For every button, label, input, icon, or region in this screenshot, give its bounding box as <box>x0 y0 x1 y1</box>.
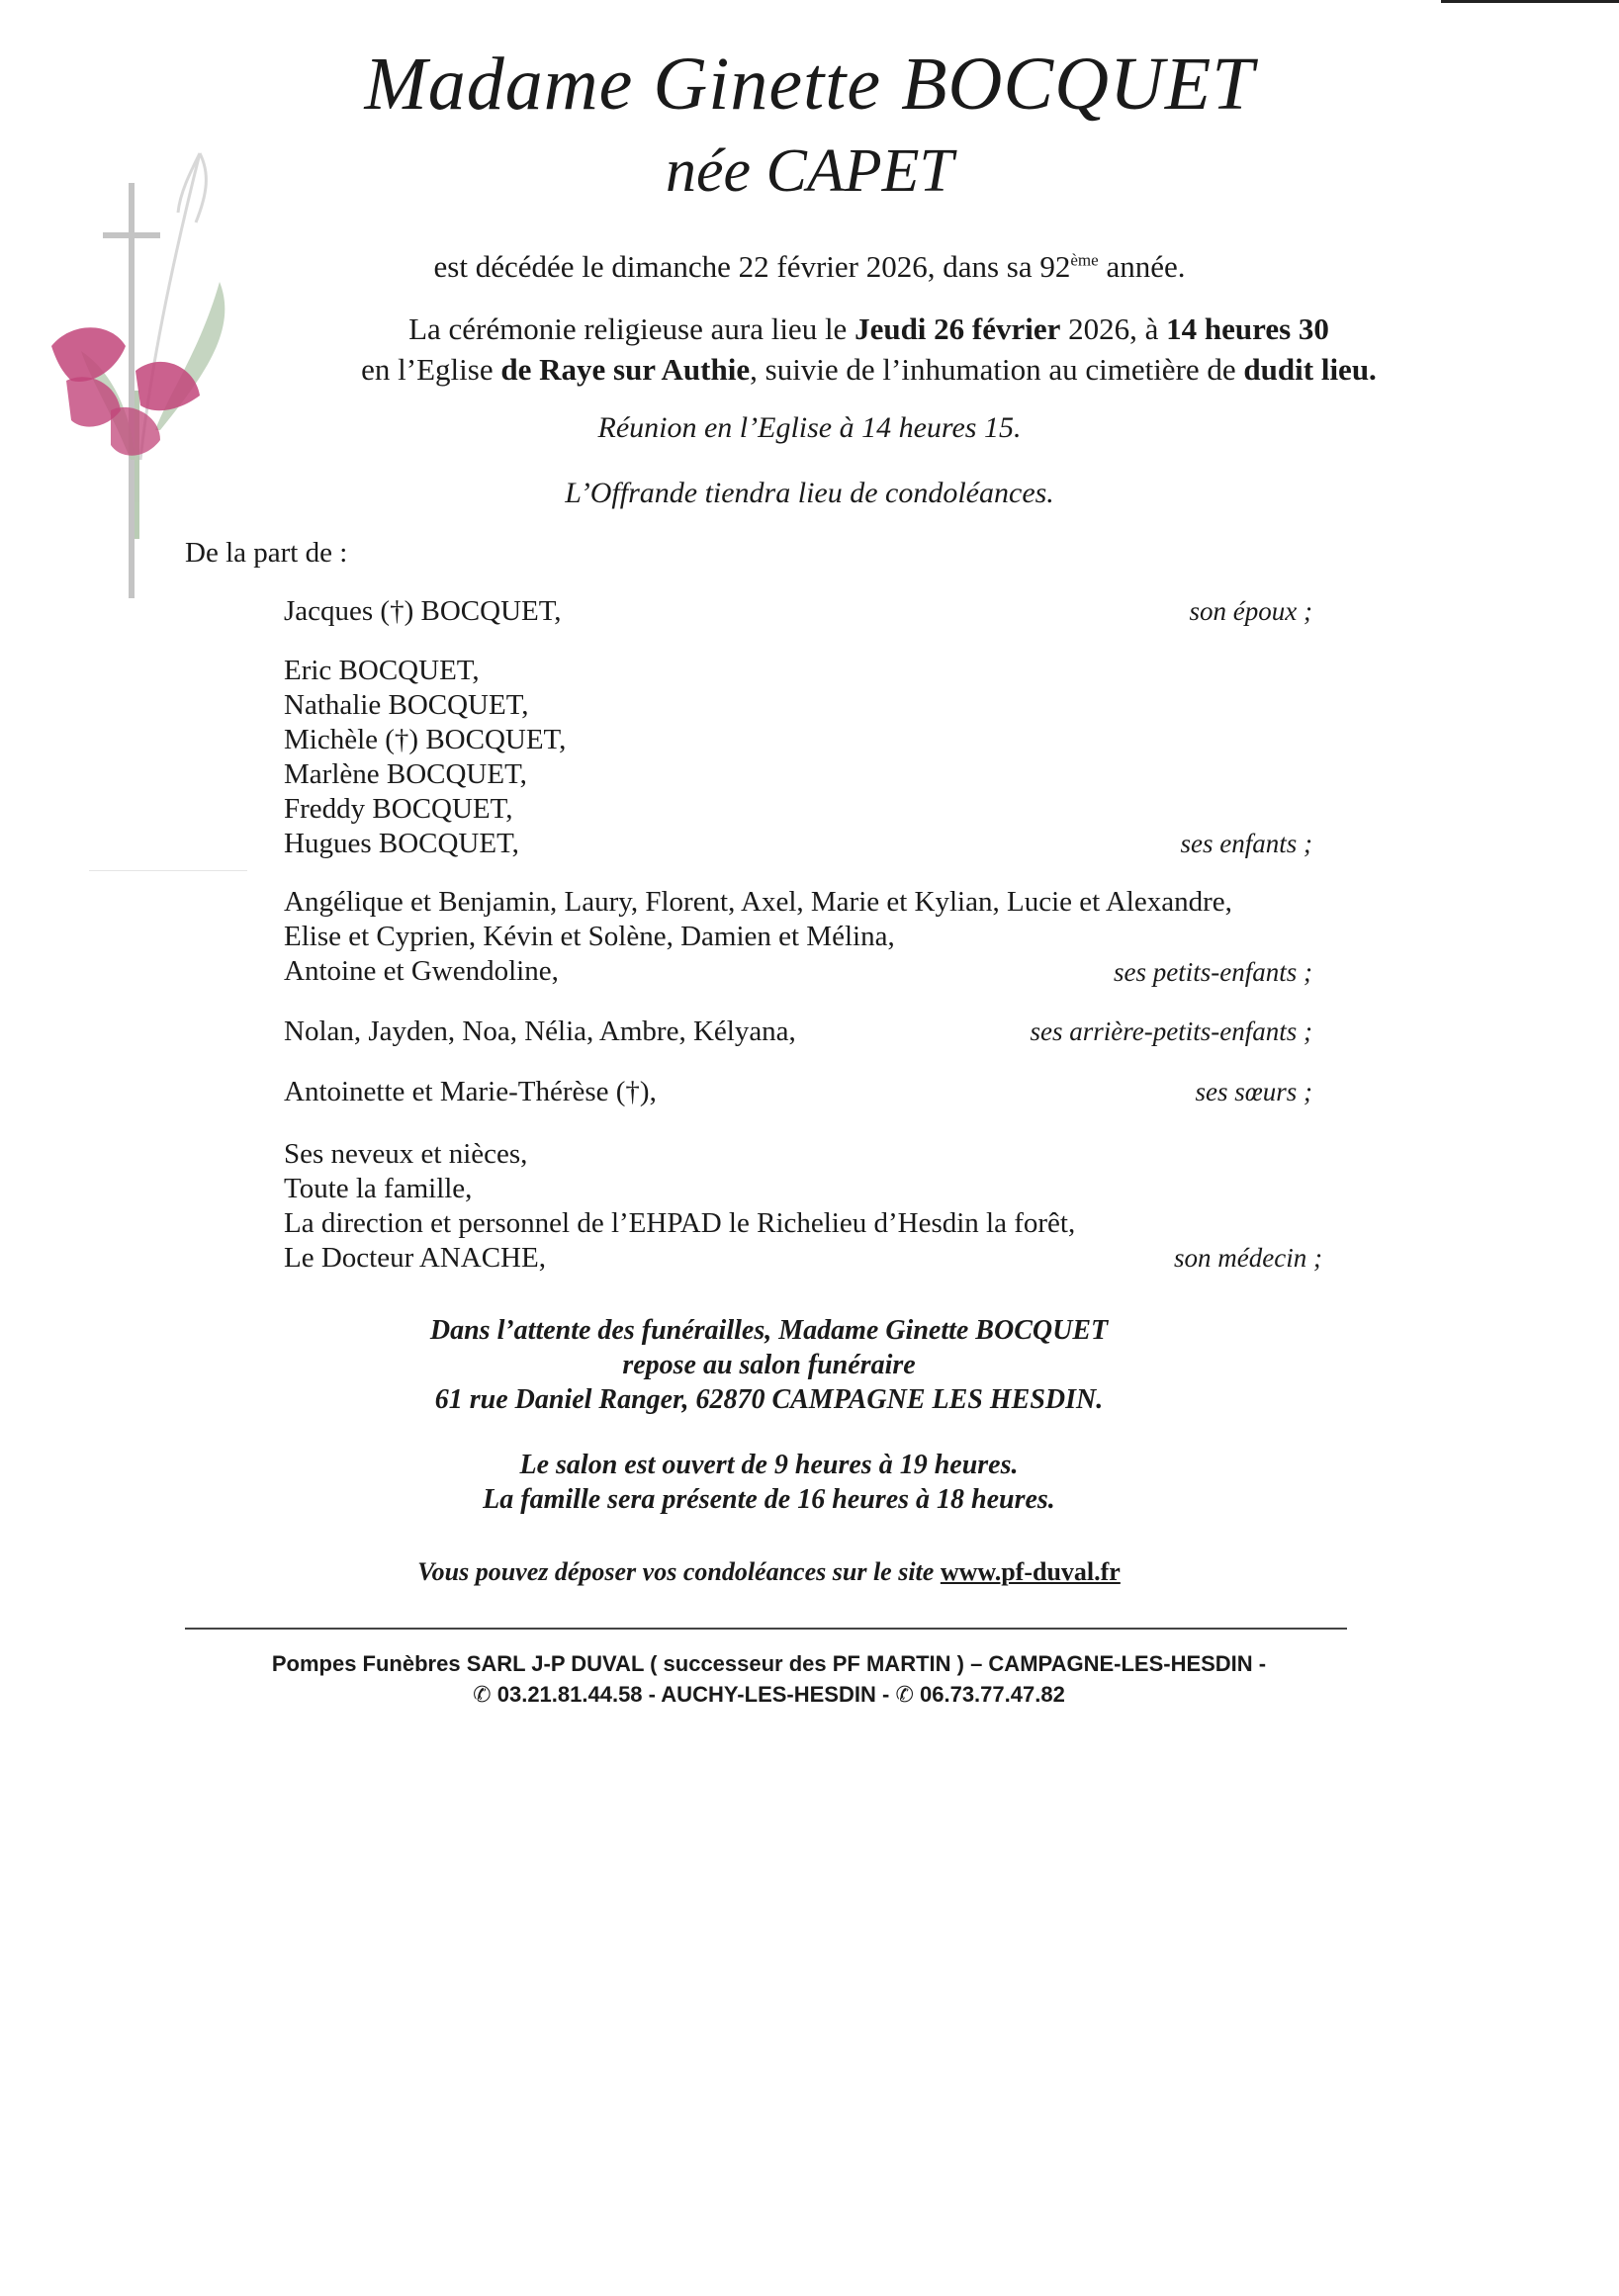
ceremony-text-mid: , suivie de l’inhumation au cimetière de <box>750 352 1244 387</box>
list-item: La direction et personnel de l’EHPAD le Richelieu d’Hesdin la forêt, <box>284 1207 1076 1239</box>
decorative-rule <box>89 870 247 871</box>
notice-line: repose au salon funéraire <box>622 1350 916 1380</box>
website-link[interactable]: www.pf-duval.fr <box>940 1557 1121 1586</box>
footer <box>0 1648 1538 1710</box>
sisters-list: Antoinette et Marie-Thérèse (†), <box>284 1076 657 1107</box>
ceremony-date: Jeudi 26 février <box>854 311 1061 346</box>
footer-company: Pompes Funèbres SARL J-P DUVAL ( successeur des PF MARTIN ) – CAMPAGNE-LES-HESDIN - <box>271 1651 1267 1676</box>
condolences-text: Vous pouvez déposer vos condoléances sur le site <box>417 1557 941 1586</box>
phone-icon: ✆ <box>895 1682 914 1707</box>
great-grandchildren-list: Nolan, Jayden, Noa, Nélia, Ambre, Kélyana, <box>284 1016 796 1047</box>
death-notice <box>0 249 1619 285</box>
scan-edge-line <box>1441 0 1619 3</box>
footer-location: - AUCHY-LES-HESDIN - <box>648 1682 890 1707</box>
spouse-name: Jacques (†) BOCQUET, <box>284 595 562 627</box>
list-item: Toute la famille, <box>284 1173 473 1204</box>
reunion-note: Réunion en l’Eglise à 14 heures 15. <box>597 411 1022 444</box>
list-item: Nathalie BOCQUET, <box>284 689 529 721</box>
list-item: Elise et Cyprien, Kévin et Solène, Damien et Mélina, <box>284 921 895 952</box>
maiden-name: née CAPET <box>666 137 953 205</box>
list-item: Eric BOCQUET, <box>284 655 480 686</box>
ceremony-time: 14 heures 30 <box>1166 311 1329 346</box>
notice-line: 61 rue Daniel Ranger, 62870 CAMPAGNE LES HESDIN. <box>434 1384 1104 1415</box>
death-text-end: année. <box>1098 249 1186 284</box>
ceremony-line-2 <box>0 352 1619 388</box>
hours-line: La famille sera présente de 16 heures à 18 heures. <box>483 1484 1055 1515</box>
ceremony-line-1 <box>0 311 1619 347</box>
list-item: Angélique et Benjamin, Laury, Florent, Axel, Marie et Kylian, Lucie et Alexandre, <box>284 886 1232 918</box>
ceremony-text: en l’Eglise <box>361 352 501 387</box>
grandchildren-list <box>284 885 1232 989</box>
ceremony-text: La cérémonie religieuse aura lieu le <box>408 311 855 346</box>
list-item: Hugues BOCQUET, <box>284 828 519 859</box>
list-item: Freddy BOCQUET, <box>284 793 513 825</box>
deceased-name: Madame Ginette BOCQUET <box>364 43 1255 126</box>
list-item: Marlène BOCQUET, <box>284 758 527 790</box>
list-item: Michèle (†) BOCQUET, <box>284 724 567 755</box>
children-list <box>284 654 566 861</box>
phone-icon: ✆ <box>473 1682 492 1707</box>
doctor-relation: son médecin ; <box>1174 1243 1322 1273</box>
ceremony-text-mid: 2026, à <box>1060 311 1167 346</box>
notice-line: Dans l’attente des funérailles, Madame Ginette BOCQUET <box>429 1315 1109 1346</box>
from-label: De la part de : <box>185 537 348 569</box>
phone-number-1: 03.21.81.44.58 <box>496 1682 643 1707</box>
children-relation: ses enfants ; <box>1180 829 1312 858</box>
footer-divider <box>185 1628 1347 1630</box>
opening-hours <box>0 1448 1538 1517</box>
death-text: est décédée le dimanche 22 février 2026, dans sa 92 <box>433 249 1071 284</box>
sisters-relation: ses sœurs ; <box>1195 1077 1312 1106</box>
spouse-relation: son époux ; <box>1189 596 1312 626</box>
grandchildren-relation: ses petits-enfants ; <box>1114 957 1312 987</box>
ceremony-burial-place: dudit lieu. <box>1243 352 1377 387</box>
footer-contacts <box>0 1679 1538 1710</box>
phone-number-2: 06.73.77.47.82 <box>920 1682 1065 1707</box>
offrande-note: L’Offrande tiendra lieu de condoléances. <box>565 477 1054 509</box>
ceremony-place: de Raye sur Authie <box>500 352 751 387</box>
others-list <box>284 1137 1075 1276</box>
list-item: Ses neveux et nièces, <box>284 1138 528 1170</box>
condolences-line <box>0 1554 1538 1589</box>
ordinal-suffix: ème <box>1070 250 1099 270</box>
list-item: Antoine et Gwendoline, <box>284 955 559 987</box>
hours-line: Le salon est ouvert de 9 heures à 19 heures. <box>519 1450 1019 1480</box>
list-item: Le Docteur ANACHE, <box>284 1242 546 1274</box>
funeral-home-notice <box>0 1313 1538 1417</box>
great-grandchildren-relation: ses arrière-petits-enfants ; <box>1030 1016 1312 1046</box>
